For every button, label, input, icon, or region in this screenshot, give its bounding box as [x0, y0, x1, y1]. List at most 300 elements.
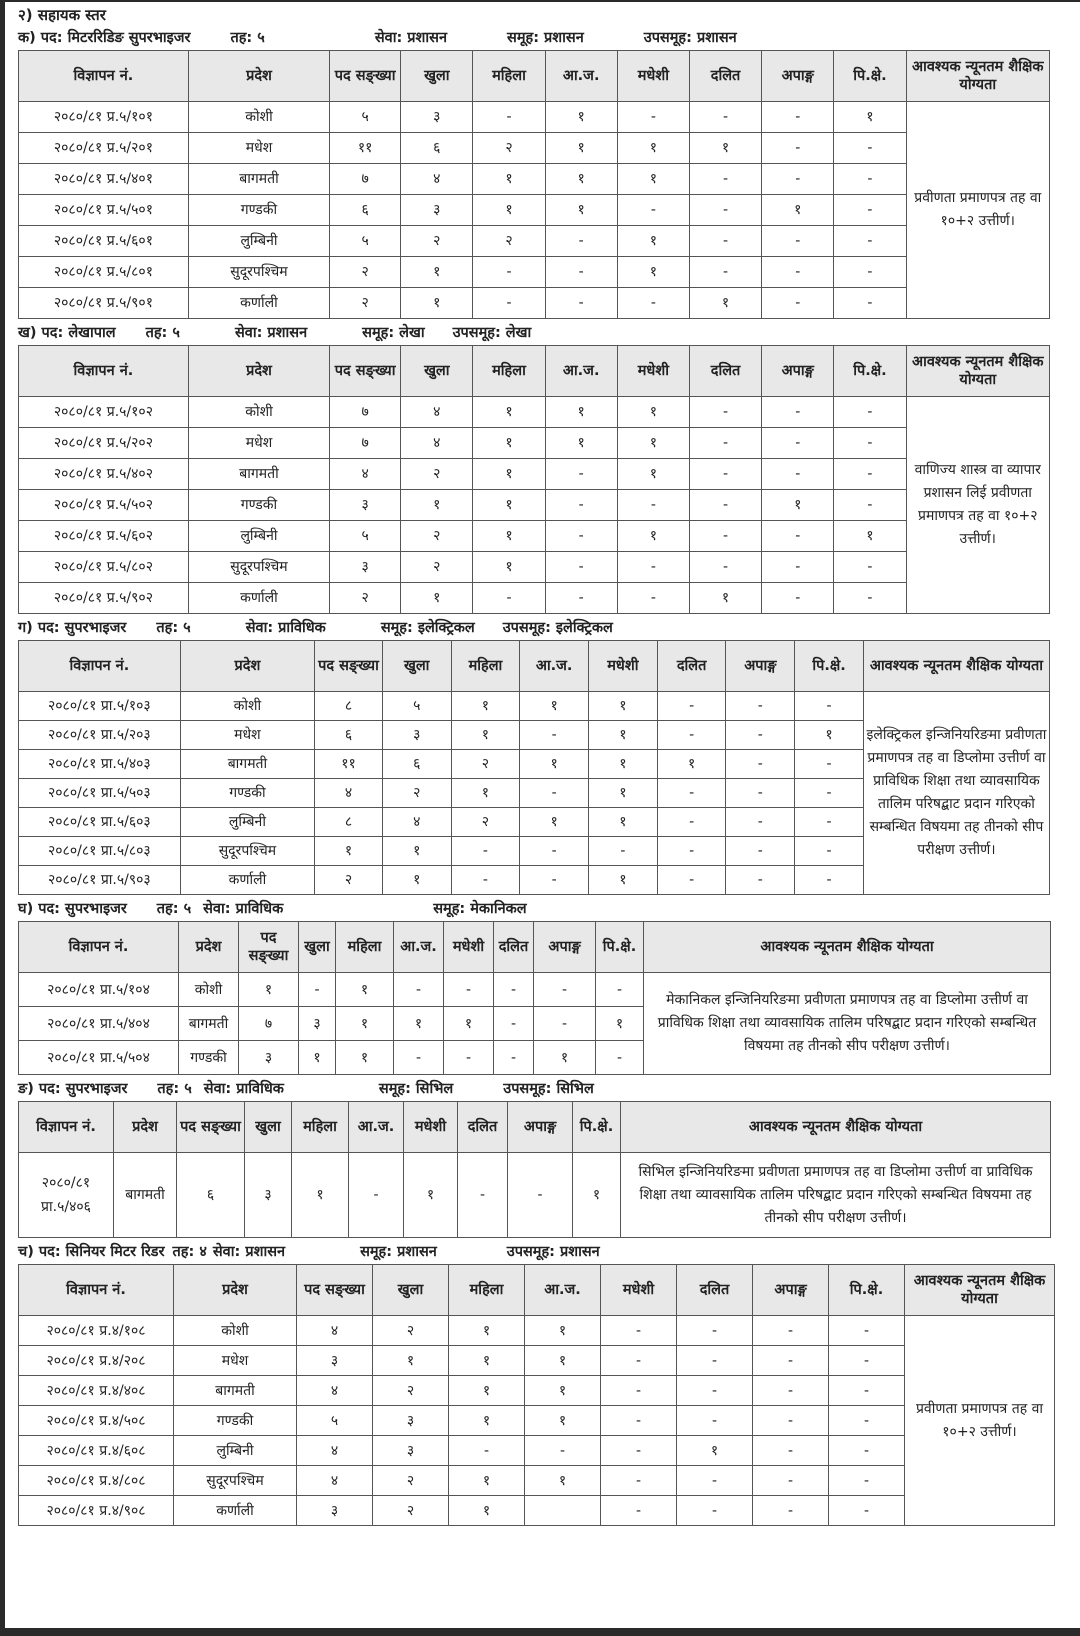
- quota-count: २: [315, 866, 383, 895]
- table-row: [19, 397, 1050, 428]
- quota-count: -: [689, 521, 761, 552]
- quota-count: १: [520, 692, 589, 721]
- quota-count: १: [449, 1466, 525, 1496]
- province: लुम्बिनी: [174, 1436, 297, 1466]
- page-frame-top: [0, 0, 1080, 2]
- section-heading: [18, 26, 1050, 50]
- column-header: पद सङ्ख्या: [239, 922, 299, 973]
- section-grade: तह: ५: [145, 325, 180, 341]
- section-post: ङ) पद: सुपरभाइजर: [18, 1081, 128, 1097]
- quota-count: २: [330, 288, 401, 319]
- quota-count: ४: [401, 397, 473, 428]
- quota-count: १: [589, 779, 658, 808]
- quota-count: १: [545, 164, 617, 195]
- minimum-qualification: मेकानिकल इन्जिनियरिङमा प्रवीणता प्रमाणपत्र तह वा डिप्लोमा उत्तीर्ण वा प्राविधिक शिक्षा तथा व्यावसायिक तालिम परिषद्बाट प्रदान गरिएको सम्बन्धित विषयमा तह तीनको सीप परीक्षण उत्तीर्ण।: [644, 973, 1051, 1075]
- quota-count: २: [401, 521, 473, 552]
- quota-count: १: [525, 1406, 601, 1436]
- quota-count: -: [534, 973, 596, 1007]
- province: मधेश: [188, 133, 329, 164]
- column-header: आ.ज.: [525, 1265, 601, 1316]
- quota-count: -: [726, 750, 795, 779]
- table-row: [19, 973, 1051, 1007]
- minimum-qualification: इलेक्ट्रिकल इन्जिनियरिङमा प्रवीणता प्रमाणपत्र तह वा डिप्लोमा उत्तीर्ण वा प्राविधिक शिक्षा तथा व्यावसायिक तालिम परिषद्बाट प्रदान गरिएको सम्बन्धित विषयमा तह तीनको सीप परीक्षण उत्तीर्ण।: [863, 692, 1049, 895]
- quota-count: २: [451, 750, 520, 779]
- quota-count: १: [617, 164, 689, 195]
- quota-count: १: [689, 288, 761, 319]
- province: मधेश: [174, 1346, 297, 1376]
- column-header: पि.क्षे.: [596, 922, 644, 973]
- province: गण्डकी: [174, 1406, 297, 1436]
- quota-count: -: [601, 1376, 677, 1406]
- section-heading: [18, 1077, 1050, 1101]
- quota-count: -: [762, 257, 834, 288]
- quota-count: १: [394, 1007, 444, 1041]
- section-service: सेवा: प्राविधिक: [203, 901, 284, 917]
- column-header: महिला: [336, 922, 394, 973]
- quota-count: १: [473, 428, 545, 459]
- province: गण्डकी: [188, 195, 329, 226]
- vacancy-table: [18, 1101, 1051, 1238]
- section-service: सेवा: प्रशासन: [374, 30, 448, 46]
- quota-count: -: [689, 552, 761, 583]
- quota-count: ५: [330, 102, 401, 133]
- table-header-row: [19, 346, 1050, 397]
- table-row: [19, 1496, 1055, 1526]
- quota-count: १: [545, 133, 617, 164]
- quota-count: १: [677, 1436, 753, 1466]
- quota-count: १: [449, 1406, 525, 1436]
- quota-count: -: [449, 1436, 525, 1466]
- quota-count: -: [545, 226, 617, 257]
- advertisement-number: २०८०/८१ प्रा.५/९०३: [19, 866, 181, 895]
- table-row: [19, 428, 1050, 459]
- quota-count: ४: [297, 1466, 373, 1496]
- quota-count: -: [494, 1041, 534, 1075]
- province: कर्णाली: [188, 288, 329, 319]
- quota-count: -: [689, 195, 761, 226]
- table-row: [19, 195, 1050, 226]
- quota-count: -: [545, 521, 617, 552]
- quota-count: १: [834, 521, 906, 552]
- column-header: खुला: [401, 51, 473, 102]
- quota-count: [525, 1496, 601, 1526]
- advertisement-number: २०८०/८१ प्र.५/२०२: [19, 428, 189, 459]
- column-header: प्रदेश: [180, 641, 314, 692]
- column-header: आवश्यक न्यूनतम शैक्षिक योग्यता: [906, 346, 1049, 397]
- quota-count: ३: [245, 1153, 292, 1238]
- quota-count: -: [677, 1406, 753, 1436]
- column-header: खुला: [401, 346, 473, 397]
- table-row: [19, 257, 1050, 288]
- quota-count: १: [762, 490, 834, 521]
- quota-count: -: [726, 837, 795, 866]
- quota-count: -: [677, 1496, 753, 1526]
- quota-count: १: [444, 1007, 494, 1041]
- quota-count: -: [753, 1406, 829, 1436]
- section-service: सेवा: प्राविधिक: [245, 620, 326, 636]
- province: कोशी: [188, 102, 329, 133]
- quota-count: ६: [382, 750, 451, 779]
- quota-count: -: [829, 1406, 905, 1436]
- quota-count: १: [520, 808, 589, 837]
- quota-count: -: [834, 133, 906, 164]
- quota-count: १: [473, 397, 545, 428]
- quota-count: -: [473, 102, 545, 133]
- quota-count: -: [834, 490, 906, 521]
- quota-count: ५: [330, 226, 401, 257]
- quota-count: -: [589, 837, 658, 866]
- quota-count: २: [373, 1376, 449, 1406]
- quota-count: १: [336, 1007, 394, 1041]
- quota-count: -: [494, 973, 534, 1007]
- column-header: दलित: [689, 51, 761, 102]
- column-header: आवश्यक न्यूनतम शैक्षिक योग्यता: [905, 1265, 1055, 1316]
- province: कोशी: [180, 692, 314, 721]
- quota-count: १: [473, 164, 545, 195]
- quota-count: १: [336, 1041, 394, 1075]
- quota-count: -: [394, 973, 444, 1007]
- province: बागमती: [179, 1007, 239, 1041]
- quota-count: -: [834, 226, 906, 257]
- section-post: च) पद: सिनियर मिटर रिडर: [18, 1244, 165, 1260]
- advertisement-number: २०८०/८१ प्र.४/९०८: [19, 1496, 174, 1526]
- section-group: समूह: प्रशासन: [507, 30, 584, 46]
- province: कोशी: [179, 973, 239, 1007]
- column-header: दलित: [657, 641, 726, 692]
- quota-count: १: [617, 397, 689, 428]
- table-row: [19, 583, 1050, 614]
- quota-count: -: [762, 397, 834, 428]
- quota-count: १: [589, 866, 658, 895]
- quota-count: -: [520, 779, 589, 808]
- quota-count: ३: [299, 1007, 336, 1041]
- quota-count: २: [401, 459, 473, 490]
- quota-count: -: [617, 583, 689, 614]
- table-row: [19, 1436, 1055, 1466]
- quota-count: -: [508, 1153, 573, 1238]
- quota-count: १: [473, 521, 545, 552]
- section-grade: तह: ५: [157, 1081, 192, 1097]
- quota-count: १: [292, 1153, 349, 1238]
- quota-count: -: [299, 973, 336, 1007]
- quota-count: -: [545, 490, 617, 521]
- column-header: प्रदेश: [179, 922, 239, 973]
- column-header: विज्ञापन नं.: [19, 346, 189, 397]
- column-header: मधेशी: [617, 51, 689, 102]
- section-group: समूह: मेकानिकल: [433, 901, 527, 917]
- column-header: अपाङ्ग: [508, 1102, 573, 1153]
- column-header: महिला: [473, 346, 545, 397]
- quota-count: १: [617, 226, 689, 257]
- quota-count: ७: [239, 1007, 299, 1041]
- column-header: आ.ज.: [520, 641, 589, 692]
- quota-count: -: [762, 133, 834, 164]
- quota-count: १: [545, 397, 617, 428]
- quota-count: -: [753, 1466, 829, 1496]
- quota-count: १: [657, 750, 726, 779]
- quota-count: -: [689, 226, 761, 257]
- quota-count: ११: [315, 750, 383, 779]
- quota-count: १: [315, 837, 383, 866]
- quota-count: २: [382, 779, 451, 808]
- quota-count: -: [451, 866, 520, 895]
- province: सुदूरपश्चिम: [188, 552, 329, 583]
- quota-count: १: [534, 1041, 596, 1075]
- quota-count: -: [834, 583, 906, 614]
- column-header: दलित: [458, 1102, 508, 1153]
- quota-count: -: [795, 779, 864, 808]
- quota-count: -: [473, 583, 545, 614]
- column-header: मधेशी: [404, 1102, 458, 1153]
- quota-count: ८: [315, 808, 383, 837]
- advertisement-number: २०८०/८१ प्रा.५/२०३: [19, 721, 181, 750]
- advertisement-number: २०८०/८१ प्र.५/१०१: [19, 102, 189, 133]
- section-subgroup: उपसमूह: प्रशासन: [506, 1244, 600, 1260]
- column-header: पि.क्षे.: [795, 641, 864, 692]
- column-header: खुला: [373, 1265, 449, 1316]
- advertisement-number: २०८०/८१ प्र.५/१०२: [19, 397, 189, 428]
- quota-count: -: [834, 552, 906, 583]
- quota-count: -: [753, 1496, 829, 1526]
- province: कोशी: [188, 397, 329, 428]
- quota-count: १: [520, 750, 589, 779]
- table-row: [19, 133, 1050, 164]
- advertisement-number: २०८०/८१ प्रा.५/६०३: [19, 808, 181, 837]
- quota-count: १: [401, 583, 473, 614]
- advertisement-number: २०८०/८१ प्र.४/१०८: [19, 1316, 174, 1346]
- quota-count: -: [601, 1436, 677, 1466]
- level-title: २) सहायक स्तर: [18, 6, 106, 24]
- table-header-row: [19, 641, 1050, 692]
- column-header: विज्ञापन नं.: [19, 51, 189, 102]
- quota-count: १: [596, 1007, 644, 1041]
- quota-count: -: [657, 779, 726, 808]
- quota-count: -: [596, 973, 644, 1007]
- section-service: सेवा: प्रशासन: [234, 325, 308, 341]
- quota-count: १: [762, 195, 834, 226]
- column-header: अपाङ्ग: [753, 1265, 829, 1316]
- column-header: आ.ज.: [349, 1102, 404, 1153]
- quota-count: ३: [382, 721, 451, 750]
- quota-count: ४: [382, 808, 451, 837]
- table-row: [19, 1376, 1055, 1406]
- quota-count: -: [677, 1376, 753, 1406]
- quota-count: -: [795, 866, 864, 895]
- minimum-qualification: प्रवीणता प्रमाणपत्र तह वा १०+२ उत्तीर्ण।: [906, 102, 1049, 319]
- quota-count: -: [753, 1376, 829, 1406]
- quota-count: -: [657, 808, 726, 837]
- column-header: पद सङ्ख्या: [330, 51, 401, 102]
- column-header: विज्ञापन नं.: [19, 1102, 114, 1153]
- quota-count: -: [444, 1041, 494, 1075]
- column-header: महिला: [292, 1102, 349, 1153]
- quota-count: -: [795, 808, 864, 837]
- quota-count: -: [726, 866, 795, 895]
- quota-count: १: [525, 1466, 601, 1496]
- section-post: क) पद: मिटररिडिङ सुपरभाइजर: [18, 30, 191, 46]
- quota-count: -: [657, 692, 726, 721]
- advertisement-number: २०८०/८१ प्रा.५/४०४: [19, 1007, 179, 1041]
- quota-count: १: [404, 1153, 458, 1238]
- column-header: मधेशी: [589, 641, 658, 692]
- quota-count: २: [401, 226, 473, 257]
- quota-count: १: [545, 428, 617, 459]
- quota-count: -: [795, 837, 864, 866]
- quota-count: १: [473, 490, 545, 521]
- column-header: खुला: [299, 922, 336, 973]
- quota-count: १: [525, 1346, 601, 1376]
- advertisement-number: २०८०/८१ प्र.५/२०१: [19, 133, 189, 164]
- quota-count: -: [545, 257, 617, 288]
- advertisement-number: २०८०/८१ प्र.४/२०८: [19, 1346, 174, 1376]
- quota-count: १: [589, 808, 658, 837]
- quota-count: १: [473, 459, 545, 490]
- quota-count: १: [525, 1376, 601, 1406]
- quota-count: १: [545, 102, 617, 133]
- quota-count: ३: [330, 552, 401, 583]
- province: बागमती: [188, 164, 329, 195]
- column-header: पि.क्षे.: [834, 346, 906, 397]
- quota-count: -: [834, 164, 906, 195]
- quota-count: २: [473, 226, 545, 257]
- quota-count: -: [657, 721, 726, 750]
- quota-count: -: [726, 692, 795, 721]
- quota-count: -: [834, 288, 906, 319]
- quota-count: १: [449, 1376, 525, 1406]
- quota-count: -: [520, 866, 589, 895]
- quota-count: १: [689, 133, 761, 164]
- quota-count: ४: [401, 164, 473, 195]
- table-row: [19, 552, 1050, 583]
- quota-count: -: [829, 1376, 905, 1406]
- quota-count: -: [525, 1436, 601, 1466]
- quota-count: -: [349, 1153, 404, 1238]
- section-subgroup: उपसमूह: प्रशासन: [643, 30, 737, 46]
- advertisement-number: २०८०/८१ प्रा.५/८०३: [19, 837, 181, 866]
- table-row: [19, 1346, 1055, 1376]
- quota-count: -: [617, 490, 689, 521]
- column-header: विज्ञापन नं.: [19, 1265, 174, 1316]
- province: बागमती: [174, 1376, 297, 1406]
- quota-count: -: [458, 1153, 508, 1238]
- column-header: आ.ज.: [545, 51, 617, 102]
- section-heading: [18, 616, 1050, 640]
- table-row: [19, 1316, 1055, 1346]
- column-header: पि.क्षे.: [834, 51, 906, 102]
- quota-count: १: [449, 1346, 525, 1376]
- sections-container: [18, 26, 1050, 1526]
- advertisement-number: २०८०/८१ प्रा.५/५०३: [19, 779, 181, 808]
- column-header: अपाङ्ग: [534, 922, 596, 973]
- table-row: [19, 102, 1050, 133]
- column-header: आवश्यक न्यूनतम शैक्षिक योग्यता: [621, 1102, 1051, 1153]
- quota-count: १: [451, 721, 520, 750]
- quota-count: -: [753, 1316, 829, 1346]
- section-heading: [18, 1240, 1050, 1264]
- section-post: ख) पद: लेखापाल: [18, 325, 116, 341]
- section-service: सेवा: प्राविधिक: [203, 1081, 284, 1097]
- vacancy-table: [18, 1264, 1055, 1526]
- quota-count: १: [617, 133, 689, 164]
- quota-count: -: [689, 164, 761, 195]
- quota-count: १: [449, 1496, 525, 1526]
- province: लुम्बिनी: [188, 521, 329, 552]
- quota-count: ३: [373, 1436, 449, 1466]
- section-grade: तह: ५: [230, 30, 265, 46]
- quota-count: ७: [330, 164, 401, 195]
- minimum-qualification: प्रवीणता प्रमाणपत्र तह वा १०+२ उत्तीर्ण।: [905, 1316, 1055, 1526]
- advertisement-number: २०८०/८१ प्र.४/५०८: [19, 1406, 174, 1436]
- quota-count: १: [401, 288, 473, 319]
- advertisement-number: २०८०/८१ प्र.५/५०२: [19, 490, 189, 521]
- column-header: आवश्यक न्यूनतम शैक्षिक योग्यता: [906, 51, 1049, 102]
- quota-count: -: [834, 459, 906, 490]
- advertisement-number: २०८०/८१ प्र.५/५०१: [19, 195, 189, 226]
- quota-count: -: [762, 428, 834, 459]
- province: मधेश: [180, 721, 314, 750]
- advertisement-number: २०८०/८१ प्रा.५/१०३: [19, 692, 181, 721]
- quota-count: -: [834, 257, 906, 288]
- province: गण्डकी: [188, 490, 329, 521]
- quota-count: १: [382, 837, 451, 866]
- column-header: खुला: [245, 1102, 292, 1153]
- quota-count: -: [762, 583, 834, 614]
- advertisement-number: २०८०/८१ प्र.५/९०२: [19, 583, 189, 614]
- page-frame-bottom: [0, 1628, 1080, 1636]
- quota-count: २: [373, 1466, 449, 1496]
- quota-count: २: [373, 1496, 449, 1526]
- quota-count: -: [829, 1466, 905, 1496]
- quota-count: -: [689, 459, 761, 490]
- quota-count: १: [795, 721, 864, 750]
- quota-count: -: [473, 257, 545, 288]
- quota-count: -: [689, 397, 761, 428]
- quota-count: २: [401, 552, 473, 583]
- quota-count: ११: [330, 133, 401, 164]
- section-group: समूह: इलेक्ट्रिकल: [380, 620, 475, 636]
- quota-count: -: [545, 583, 617, 614]
- quota-count: १: [834, 102, 906, 133]
- column-header: विज्ञापन नं.: [19, 641, 181, 692]
- quota-count: -: [677, 1316, 753, 1346]
- quota-count: -: [473, 288, 545, 319]
- quota-count: -: [394, 1041, 444, 1075]
- quota-count: १: [449, 1316, 525, 1346]
- quota-count: -: [834, 195, 906, 226]
- province: मधेश: [188, 428, 329, 459]
- quota-count: -: [657, 866, 726, 895]
- table-header-row: [19, 1265, 1055, 1316]
- quota-count: ६: [315, 721, 383, 750]
- advertisement-number: २०८०/८१ प्रा.५/१०४: [19, 973, 179, 1007]
- column-header: अपाङ्ग: [762, 346, 834, 397]
- quota-count: -: [834, 397, 906, 428]
- province: गण्डकी: [179, 1041, 239, 1075]
- province: सुदूरपश्चिम: [188, 257, 329, 288]
- vacancy-table: [18, 345, 1050, 614]
- column-header: विज्ञापन नं.: [19, 922, 179, 973]
- column-header: अपाङ्ग: [762, 51, 834, 102]
- table-row: [19, 459, 1050, 490]
- quota-count: ४: [315, 779, 383, 808]
- column-header: आवश्यक न्यूनतम शैक्षिक योग्यता: [644, 922, 1051, 973]
- column-header: मधेशी: [444, 922, 494, 973]
- advertisement-number: २०८०/८१ प्र.४/६०८: [19, 1436, 174, 1466]
- table-header-row: [19, 1102, 1051, 1153]
- quota-count: ४: [297, 1316, 373, 1346]
- column-header: मधेशी: [617, 346, 689, 397]
- section-post: घ) पद: सुपरभाइजर: [18, 901, 127, 917]
